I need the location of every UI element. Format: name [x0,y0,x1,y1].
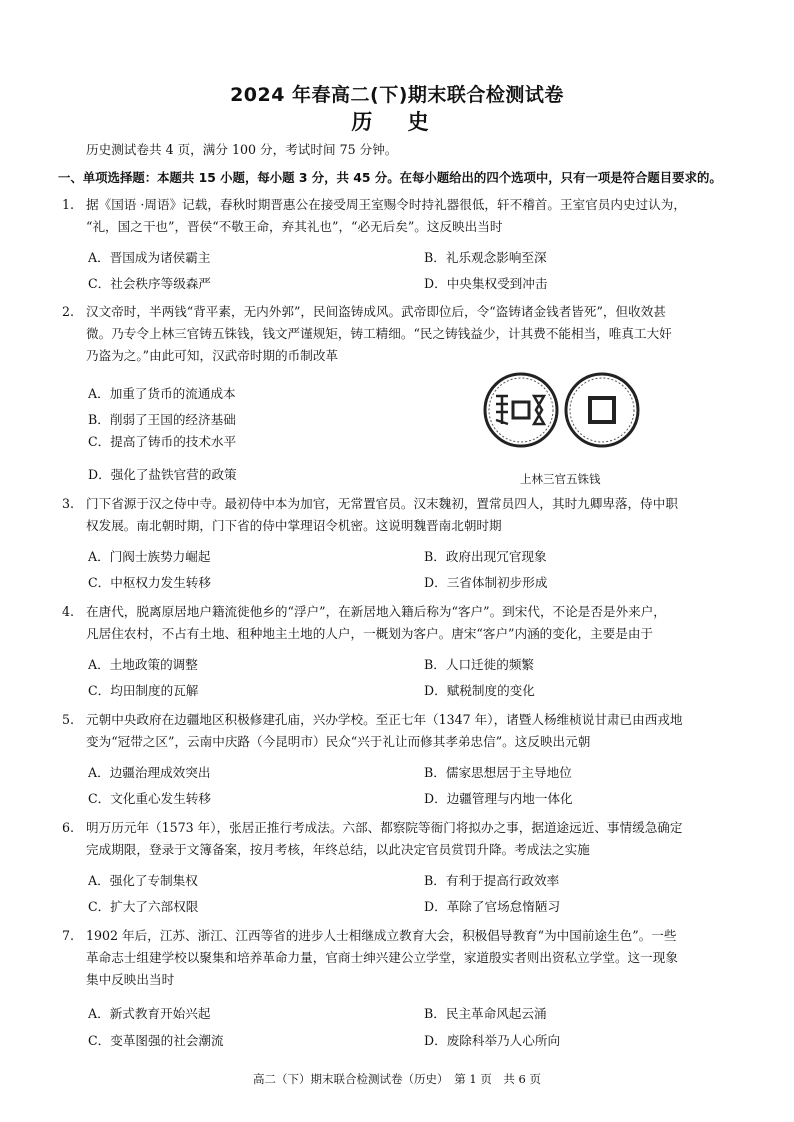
option-c: C．变革图强的社会潮流 [88,1033,224,1048]
question-text-line: 明万历元年（1573 年），张居正推行考成法。六部、都察院等衙门将拟办之事，据道途远近、事情缓急确定 [86,820,683,835]
coin-reverse-icon [566,374,638,446]
option-a: A．晋国成为诸侯霸主 [88,250,211,265]
question-number: 4. [62,604,75,619]
option-a: A．强化了专制集权 [88,873,198,888]
question-text-line: “礼，国之干也”，晋侯“不敬王命，弃其礼也”，“必无后矣”。这反映出当时 [86,219,503,234]
wuzhu-coins-figure [482,352,642,468]
option-a: A．门阀士族势力崛起 [88,549,211,564]
question-text-line: 门下省源于汉之侍中寺。最初侍中本为加官，无常置官员。汉末魏初，置常员四人，其时九卿卑落，侍中职 [86,496,678,511]
option-d: D．强化了盐铁官营的政策 [88,467,237,482]
option-a: A．土地政策的调整 [88,657,198,672]
question-text-line: 据《国语 ·周语》记载，春秋时期晋惠公在接受周王室赐令时持礼器很低，轩不稽首。王室官员内史过认为， [86,197,686,212]
option-c: C．提高了铸币的技术水平 [88,434,237,449]
question-number: 1. [62,197,75,212]
option-b: B．礼乐观念影响至深 [424,250,547,265]
option-a: A．新式教育开始兴起 [88,1006,211,1021]
subject-title: 历 史 [351,110,443,134]
question-text-line: 在唐代，脱离原居地户籍流徙他乡的“浮户”，在新居地入籍后称为“客户”。到宋代，不论是否是外来户， [86,604,666,619]
section-heading: 一、单项选择题：本题共 15 小题，每小题 3 分，共 45 分。在每小题给出的四个选项中，只有一项是符合题目要求的。 [58,170,722,185]
page-footer: 高二（下）期末联合检测试卷（历史） 第 1 页 共 6 页 [252,1072,541,1086]
option-c: C．扩大了六部权限 [88,899,199,914]
question-text-line: 权发展。南北朝时期，门下省的侍中掌理诏令机密。这说明魏晋南北朝时期 [86,518,502,533]
option-b: B．有利于提高行政效率 [424,873,560,888]
question-text-line: 乃盗为之。”由此可知，汉武帝时期的币制改革 [86,348,339,363]
exam-title: 2024 年春高二(下)期末联合检测试卷 [230,84,564,106]
option-b: B．民主革命风起云涌 [424,1006,547,1021]
question-text-line: 元朝中央政府在边疆地区积极修建孔庙，兴办学校。至正七年（1347 年），诸暨人杨维桢说甘肃已由西戎地 [86,712,683,727]
coin-obverse-icon [485,374,557,446]
option-c: C．均田制度的瓦解 [88,683,199,698]
option-d: D．边疆管理与内地一体化 [424,791,573,806]
option-b: B．政府出现冗官现象 [424,549,547,564]
option-d: D．废除科举乃人心所向 [424,1033,561,1048]
option-a: A．加重了货币的流通成本 [88,386,236,401]
question-text-line: 凡居住农村，不占有土地、租种地主土地的人户，一概划为客户。唐宋“客户”内涵的变化，主要是由于 [86,626,654,641]
option-b: B．削弱了王国的经济基础 [88,412,236,427]
question-text-line: 革命志士组建学校以聚集和培养革命力量，官商士绅兴建公立学堂，家道殷实者则出资私立学堂。这一现象 [86,950,678,965]
question-text-line: 微。乃专令上林三官铸五铢钱，钱文严谨规矩，铸工精细。“民之铸钱益少，计其费不能相当，唯真工大奸 [86,326,672,341]
question-number: 6. [62,820,75,835]
question-text-line: 变为“冠带之区”，云南中庆路（今昆明市）民众“兴于礼让而修其孝弟忠信”。这反映出元朝 [86,734,591,749]
option-b: B．人口迁徙的频繁 [424,657,535,672]
figure-caption: 上林三官五铢钱 [520,472,601,486]
option-a: A．边疆治理成效突出 [88,765,211,780]
question-number: 7. [62,928,75,943]
question-number: 2. [62,304,75,319]
option-c: C．中枢权力发生转移 [88,575,211,590]
question-text-line: 集中反映出当时 [86,972,175,987]
option-d: D．革除了官场怠惰陋习 [424,899,561,914]
question-text-line: 汉文帝时，半两钱“背平素，无内外郭”，民间盗铸成风。武帝即位后，令“盗铸诸金钱者皆死”，但收效甚 [86,304,666,319]
option-b: B．儒家思想居于主导地位 [424,765,572,780]
option-d: D．中央集权受到冲击 [424,276,548,291]
option-c: C．文化重心发生转移 [88,791,211,806]
option-c: C．社会秩序等级森严 [88,276,211,291]
question-text-line: 1902 年后，江苏、浙江、江西等省的进步人士相继成立教育大会，积极倡导教育“为中国前途生色”。一些 [86,928,677,943]
option-d: D．三省体制初步形成 [424,575,548,590]
question-text-line: 完成期限，登录于文簿备案，按月考核，年终总结，以此决定官员赏罚升降。考成法之实施 [86,842,590,857]
option-d: D．赋税制度的变化 [424,683,535,698]
exam-instructions: 历史测试卷共 4 页，满分 100 分，考试时间 75 分钟。 [86,142,398,157]
question-number: 5. [62,712,75,727]
question-number: 3. [62,496,75,511]
